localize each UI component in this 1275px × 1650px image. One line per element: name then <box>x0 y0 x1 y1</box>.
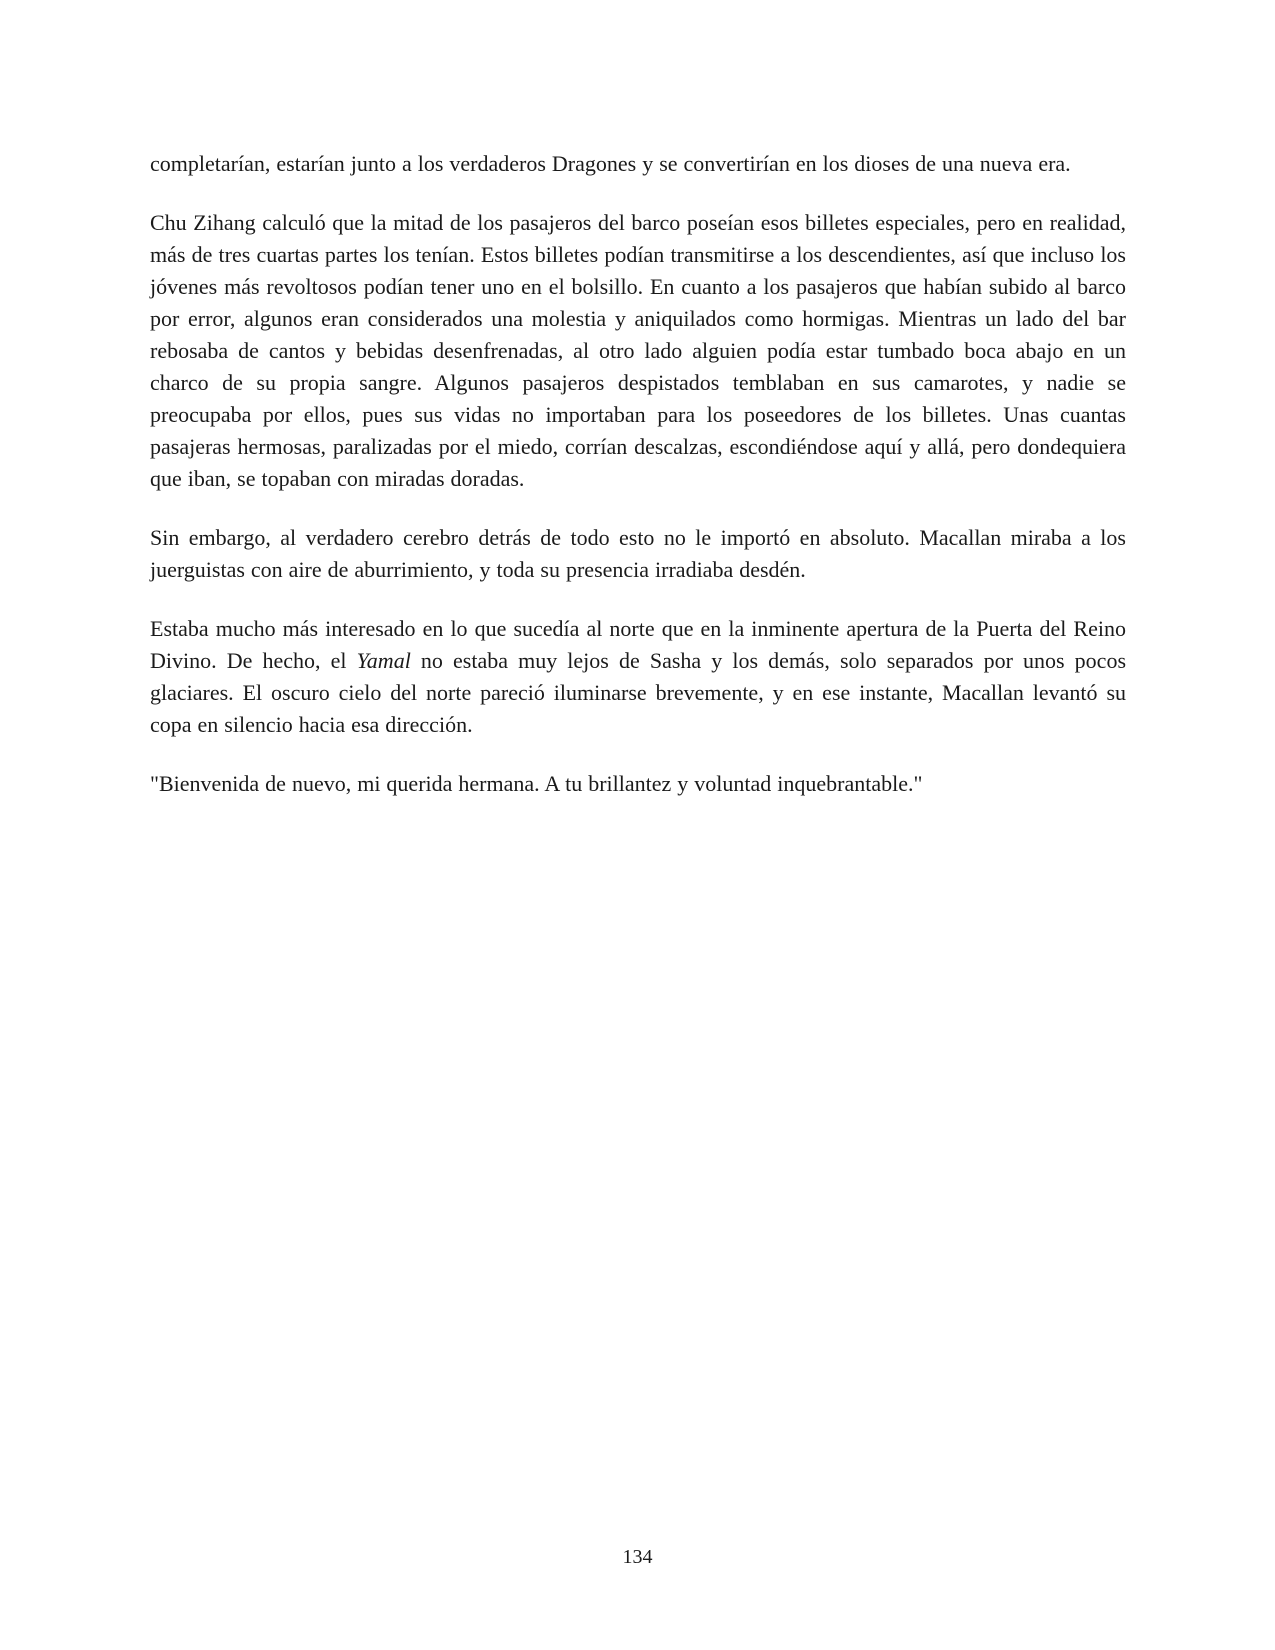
paragraph-1: completarían, estarían junto a los verdaderos Dragones y se convertirían en los dioses de una nueva era. <box>150 151 1071 176</box>
paragraph-4 <box>150 613 1126 741</box>
page-number: 134 <box>622 1546 653 1568</box>
paragraph-4-text-before: Estaba mucho más interesado en lo que sucedía al norte que en la inminente apertura de la Puerta del Reino Divino. De hecho, el <box>150 616 1126 673</box>
paragraph-5-quote: "Bienvenida de nuevo, mi querida hermana. A tu brillantez y voluntad inquebrantable." <box>150 771 923 796</box>
page-body <box>150 148 1126 800</box>
paragraph-3: Sin embargo, al verdadero cerebro detrás de todo esto no le importó en absoluto. Macallan miraba a los juerguistas con aire de aburrimiento, y toda su presencia irradiaba desdén. <box>150 525 1126 582</box>
paragraph-2: Chu Zihang calculó que la mitad de los pasajeros del barco poseían esos billetes especiales, pero en realidad, más de tres cuartas partes los tenían. Estos billetes podían transmitirse a los descendientes, así que incluso los jóvenes más revoltosos podían tener uno en el bolsillo. En cuanto a los pasajeros que habían subido al barco por error, algunos eran considerados una molestia y aniquilados como hormigas. Mientras un lado del bar rebosaba de cantos y bebidas desenfrenadas, al otro lado alguien podía estar tumbado boca abajo en un charco de su propia sangre. Algunos pasajeros despistados temblaban en sus camarotes, y nadie se preocupaba por ellos, pues sus vidas no importaban para los poseedores de los billetes. Unas cuantas pasajeras hermosas, paralizadas por el miedo, corrían descalzas, escondiéndose aquí y allá, pero dondequiera que iban, se topaban con miradas doradas. <box>150 210 1126 491</box>
ship-name-italic: Yamal <box>356 648 411 673</box>
paragraph-4-text-after: no estaba muy lejos de Sasha y los demás, solo separados por unos pocos glaciares. El oscuro cielo del norte pareció iluminarse brevemente, y en ese instante, Macallan levantó su copa en silencio hacia esa dirección. <box>150 648 1127 737</box>
